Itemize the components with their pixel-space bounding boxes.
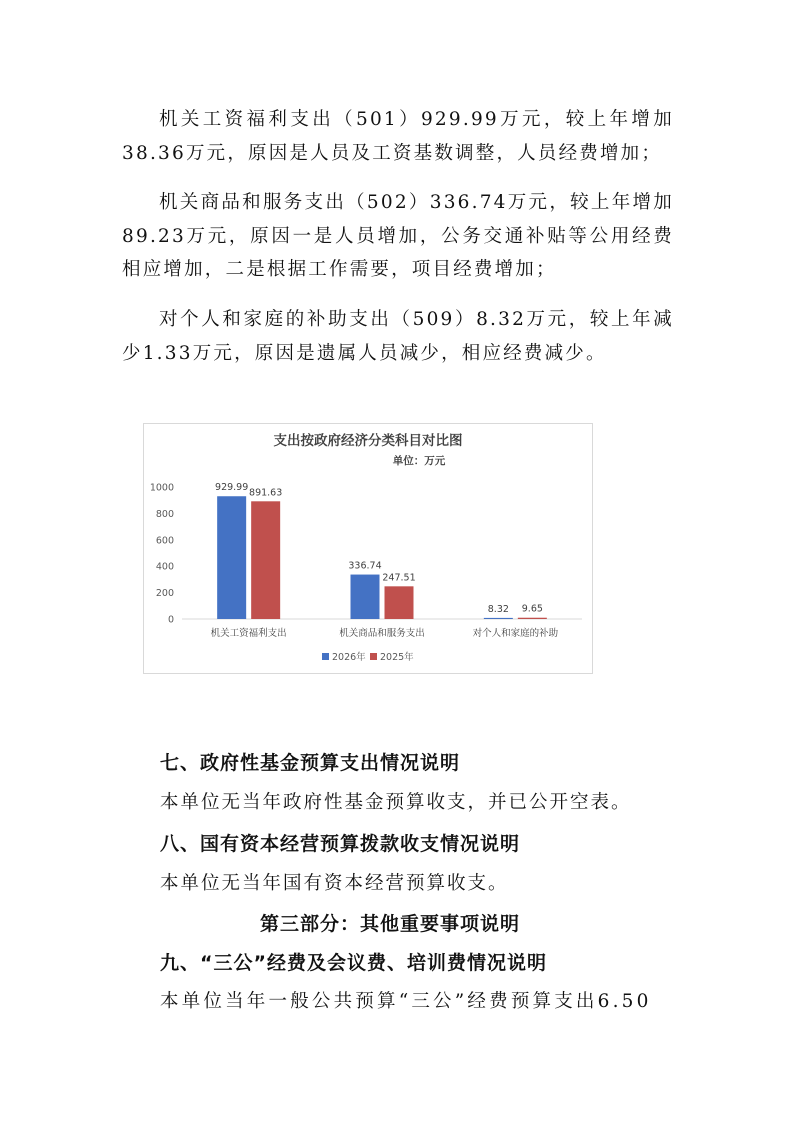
section-8-text: 本单位无当年国有资本经营预算收支。 xyxy=(160,873,509,894)
y-tick-label: 200 xyxy=(155,588,174,600)
section-7-heading: 七、政府性基金预算支出情况说明 xyxy=(160,752,461,774)
y-tick-label: 400 xyxy=(155,561,174,573)
bar-2025 xyxy=(251,501,280,619)
section-7-text: 本单位无当年政府性基金预算收支，并已公开空表。 xyxy=(160,792,632,813)
part-3-heading: 第三部分：其他重要事项说明 xyxy=(260,913,521,935)
legend-swatch xyxy=(322,653,329,660)
section-9-text: 本单位当年一般公共预算“三公”经费预算支出6.50 xyxy=(160,991,652,1012)
legend-label: 2025年 xyxy=(380,652,414,663)
chart-subtitle: 单位：万元 xyxy=(392,455,446,467)
bar-2025 xyxy=(385,586,414,619)
data-label: 8.32 xyxy=(487,603,509,615)
legend-label: 2026年 xyxy=(332,652,366,663)
y-tick-label: 600 xyxy=(155,535,174,547)
y-tick-label: 800 xyxy=(155,508,174,520)
legend-swatch xyxy=(370,653,377,660)
data-label: 9.65 xyxy=(521,603,543,615)
section-9-heading: 九、“三公”经费及会议费、培训费情况说明 xyxy=(160,952,547,974)
x-tick-label: 机关工资福利支出 xyxy=(210,628,287,639)
chart-canvas xyxy=(144,424,592,673)
x-tick-label: 对个人和家庭的补助 xyxy=(472,628,559,639)
paragraph-wage-welfare: 机关工资福利支出（501）929.99万元，较上年增加38.36万元，原因是人员及工资基数调整，人员经费增加； xyxy=(122,109,674,164)
y-tick-label: 1000 xyxy=(149,482,174,494)
chart-title: 支出按政府经济分类科目对比图 xyxy=(273,433,463,449)
bar-2025 xyxy=(518,618,547,619)
x-tick-label: 机关商品和服务支出 xyxy=(339,628,425,639)
data-label: 247.51 xyxy=(382,572,416,584)
bar-2026 xyxy=(217,496,246,619)
paragraph-household-subsidy: 对个人和家庭的补助支出（509）8.32万元，较上年减少1.33万元，原因是遗属人员减少，相应经费减少。 xyxy=(122,309,674,364)
data-label: 891.63 xyxy=(249,487,283,499)
data-label: 336.74 xyxy=(348,560,382,572)
bar-2026 xyxy=(484,618,513,619)
y-tick-label: 0 xyxy=(167,614,174,626)
expenditure-chart xyxy=(143,423,593,674)
paragraph-goods-services: 机关商品和服务支出（502）336.74万元，较上年增加89.23万元，原因一是人员增加，公务交通补贴等公用经费相应增加，二是根据工作需要，项目经费增加； xyxy=(122,192,674,280)
data-label: 929.99 xyxy=(215,482,249,494)
bar-2026 xyxy=(351,575,380,619)
section-8-heading: 八、国有资本经营预算拨款收支情况说明 xyxy=(160,833,521,855)
